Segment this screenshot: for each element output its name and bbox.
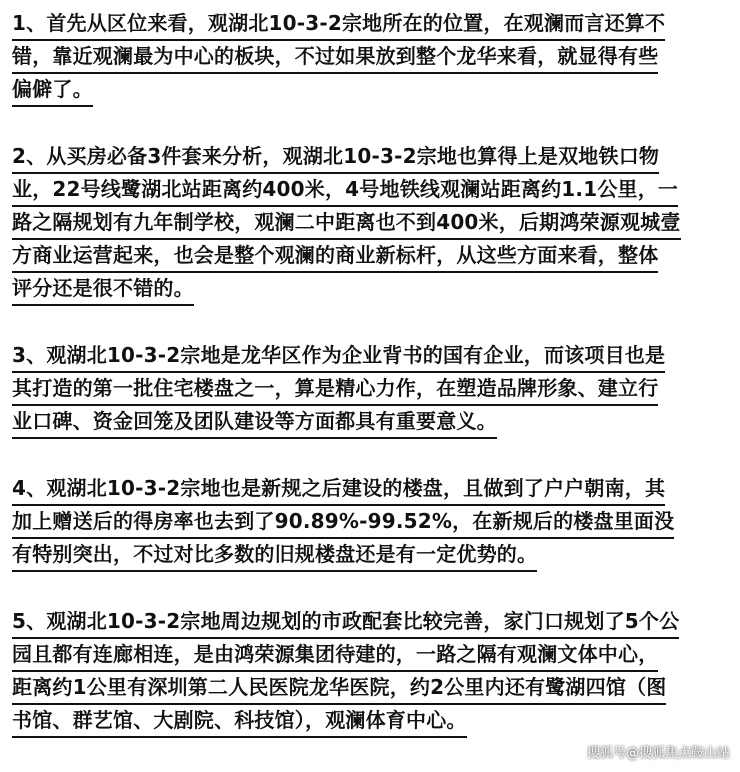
text-line: 业，22号线鹭湖北站距离约400米，4号地铁线观澜站距离约1.1公里，一 — [12, 174, 678, 207]
watermark-text: 搜狐号@搜狐焦点鞍山站 — [586, 746, 730, 761]
text-line: 评分还是很不错的。 — [12, 273, 194, 306]
text-line: 书馆、群艺馆、大剧院、科技馆），观澜体育中心。 — [12, 705, 467, 738]
paragraph-3 — [12, 340, 728, 439]
text-line: 园且都有连廊相连，是由鸿荣源集团待建的，一路之隔有观澜文体中心， — [12, 639, 658, 672]
text-line: 偏僻了。 — [12, 74, 93, 107]
text-line: 其打造的第一批住宅楼盘之一，算是精心力作，在塑造品牌形象、建立行 — [12, 373, 658, 406]
article-body — [12, 8, 728, 772]
paragraph-5 — [12, 606, 728, 738]
text-line: 有特别突出，不过对比多数的旧规楼盘还是有一定优势的。 — [12, 539, 537, 572]
text-line: 业口碑、资金回笼及团队建设等方面都具有重要意义。 — [12, 406, 497, 439]
text-line: 错，靠近观澜最为中心的板块，不过如果放到整个龙华来看，就显得有些 — [12, 41, 658, 74]
text-line: 5、观湖北10-3-2宗地周边规划的市政配套比较完善，家门口规划了5个公 — [12, 606, 679, 639]
text-line: 2、从买房必备3件套来分析，观湖北10-3-2宗地也算得上是双地铁口物 — [12, 141, 659, 174]
paragraph-1 — [12, 8, 728, 107]
text-line: 4、观湖北10-3-2宗地也是新规之后建设的楼盘，且做到了户户朝南，其 — [12, 473, 665, 506]
text-line: 加上赠送后的得房率也去到了90.89%-99.52%，在新规后的楼盘里面没 — [12, 506, 674, 539]
text-line: 方商业运营起来，也会是整个观澜的商业新标杆，从这些方面来看，整体 — [12, 240, 658, 273]
text-line: 1、首先从区位来看，观湖北10-3-2宗地所在的位置，在观澜而言还算不 — [12, 8, 665, 41]
text-line: 路之隔规划有九年制学校，观澜二中距离也不到400米，后期鸿荣源观城壹 — [12, 207, 681, 240]
text-line: 3、观湖北10-3-2宗地是龙华区作为企业背书的国有企业，而该项目也是 — [12, 340, 665, 373]
text-line: 距离约1公里有深圳第二人民医院龙华医院，约2公里内还有鹭湖四馆（图 — [12, 672, 666, 705]
paragraph-4 — [12, 473, 728, 572]
paragraph-2 — [12, 141, 728, 306]
